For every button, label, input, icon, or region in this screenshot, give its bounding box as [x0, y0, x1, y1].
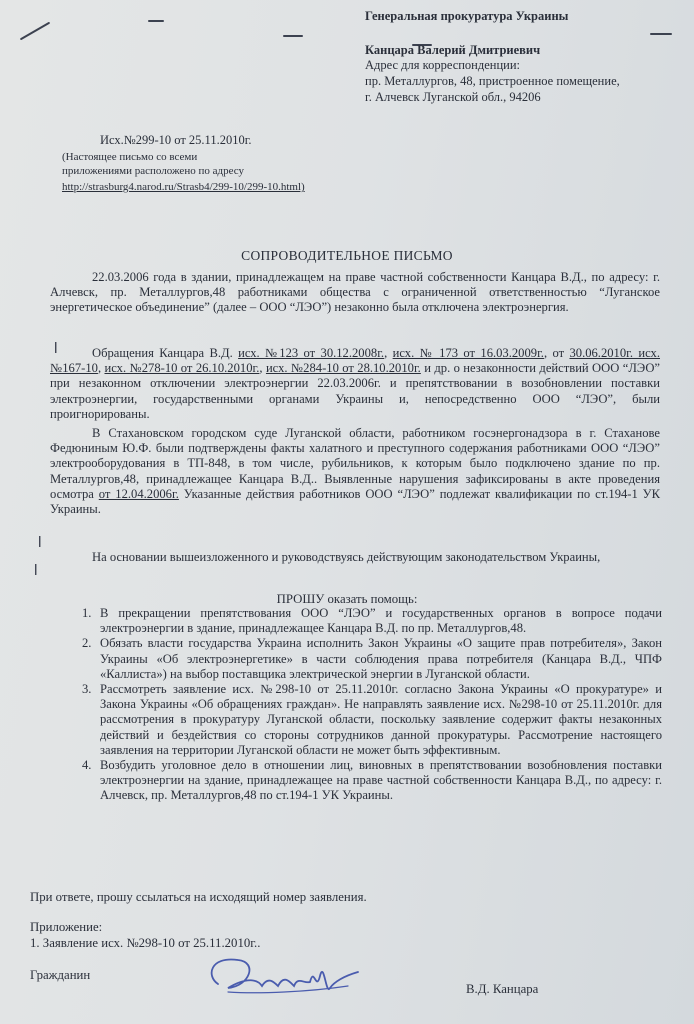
address-line-1: пр. Металлургов, 48, пристроенное помещение, [365, 74, 620, 88]
reference-note-1: (Настоящее письмо со всеми [62, 151, 198, 163]
request-item: 4. Возбудить уголовное дело в отношении лиц, виновных в препятствовании возобновления поставки электроэнергии на здание, принадлежащее на праве частной собственности Канцара В.Д., по адресу: г. Алчевск, пр. Металлургов,48 по ст.194-1 УК Украины. [82, 758, 662, 803]
request-item: 3. Рассмотреть заявление исх. №298-10 от 25.11.2010г. согласно Закона Украины «О прокуратуре» и Закона Украины «Об обращениях граждан». Не направлять заявление исх. №298-10 от 25.11.2010г. для рассмотрения в прокуратуру Луганской области, поскольку заявление содержит факты незаконных действий и бездействия со стороны сотрудников данной прокуратуры. Рассмотрение настоящего заявления на территории Луганской области не может быть эффективным. [82, 682, 662, 757]
sender-name: Канцара Валерий Дмитриевич [365, 43, 541, 57]
reference-url-link[interactable]: http://strasburg4.narod.ru/Strasb4/299-10/299-10.html) [62, 181, 305, 193]
inspection-date: от 12.04.2006г. [98, 486, 179, 501]
pencil-mark [650, 33, 672, 35]
signatory-role: Гражданин [30, 968, 91, 982]
margin-mark: ǀ [38, 534, 42, 551]
paragraph-3-rest: Указанные действия работников ООО “ЛЭО” подлежат квалификации по ст.194-1 УК Украины. [50, 486, 660, 517]
letter-title: СОПРОВОДИТЕЛЬНОЕ ПИСЬМО [241, 248, 453, 263]
request-list [52, 606, 662, 804]
ref-173: исх. № 173 от 16.03.2009г. [392, 346, 544, 360]
paragraph-2-rest: и др. о незаконности действий ООО “ЛЭО” при незаконном отключении электроэнергии 22.03.2006г. и препятствовании в возобновлении поставки электроэнергии, государственными органами Украины и, непосредственно ООО “ЛЭО”, были проигнорированы. [50, 361, 661, 421]
request-item: 2. Обязать власти государства Украина исполнить Закон Украины «О защите прав потребителя», Закон Украины «Об электроэнергетике» в части соблюдения права потребителя (Канцара В.Д., ЧПФ «Каллиста») на выбор поставщика электрической энергии в Луганской области. [82, 636, 662, 681]
attachment-label: Приложение: [30, 920, 103, 934]
request-heading: ПРОШУ оказать помощь: [276, 592, 418, 606]
pencil-mark [148, 20, 164, 22]
closing-line: При ответе, прошу ссылаться на исходящий номер заявления. [30, 890, 367, 904]
pencil-mark [20, 22, 50, 41]
ref-278: исх. №278-10 от 26.10.2010г. [104, 361, 260, 376]
outgoing-number: Исх.№299-10 от 25.11.2010г. [100, 133, 252, 147]
margin-mark: ǀ [34, 562, 38, 579]
ref-123: исх. №123 от 30.12.2008г. [238, 346, 385, 360]
paragraph-1: 22.03.2006 года в здании, принадлежащем на праве частной собственности Канцара В.Д., по адресу: г. Алчевск, пр. Металлургов,48 работниками общества с ограниченной ответственностью “Луганское энергетическое объединение” (далее – ООО “ЛЭО”) незаконно была отключена электроэнергия. [50, 270, 660, 315]
paragraph-3-lead: В Стахановском городском суде Луганской области, работником госэнергонадзора в г. Стаханове Федюниным Ю.Ф. были подтверждены факты халатного и преступного содержания работниками ООО “ЛЭО” электрооборудования в ТП-848, в том числе, рубильников, к которым было подключено здание по пр. Металлургов,48, принадлежащее Канцара В.Д.. Выявленные нарушения зафиксированы в акте проведения осмотра [50, 426, 660, 501]
paragraph-2: Обращения Канцара В.Д. исх. №123 от 30.12.2008г., исх. № 173 от 16.03.2009г., от 30.06.2010г. исх. №167-10, исх. №278-10 от 26.10.2010г., исх. №284-10 от 28.10.2010г. и др. о незаконности действий ООО “ЛЭО” при незаконном отключении электроэнергии 22.03.2006г. и препятствовании в возобновлении поставки электроэнергии, государственными органами Украины и, непосредственно ООО “ЛЭО”, были проигнорированы. [50, 346, 661, 421]
paragraph-3 [50, 426, 660, 517]
handwritten-signature [198, 946, 368, 1006]
margin-mark: ǀ [54, 340, 58, 357]
request-item: 1. В прекращении препятствования ООО “ЛЭО” и государственных органов в вопросе подачи электроэнергии в здание, принадлежащее Канцара В.Д. по пр. Металлургов,48. [82, 606, 662, 636]
signatory-name: В.Д. Канцара [466, 982, 539, 996]
reference-note-2: приложениями расположено по адресу [62, 165, 244, 177]
pencil-mark [283, 35, 303, 37]
ref-167: 30.06.2010г. исх. №167-10 [50, 346, 660, 376]
address-line-2: г. Алчевск Луганской обл., 94206 [365, 90, 541, 104]
paragraph-4: На основании вышеизложенного и руководствуясь действующим законодательством Украины, [92, 550, 601, 564]
paragraph-2-lead: Обращения Канцара В.Д. [92, 346, 233, 360]
ref-284: исх. №284-10 от 28.10.2010г. [265, 361, 421, 376]
addressee: Генеральная прокуратура Украины [365, 9, 569, 23]
attachment-item: 1. Заявление исх. №298-10 от 25.11.2010г.. [30, 936, 261, 950]
address-label: Адрес для корреспонденции: [365, 58, 521, 72]
